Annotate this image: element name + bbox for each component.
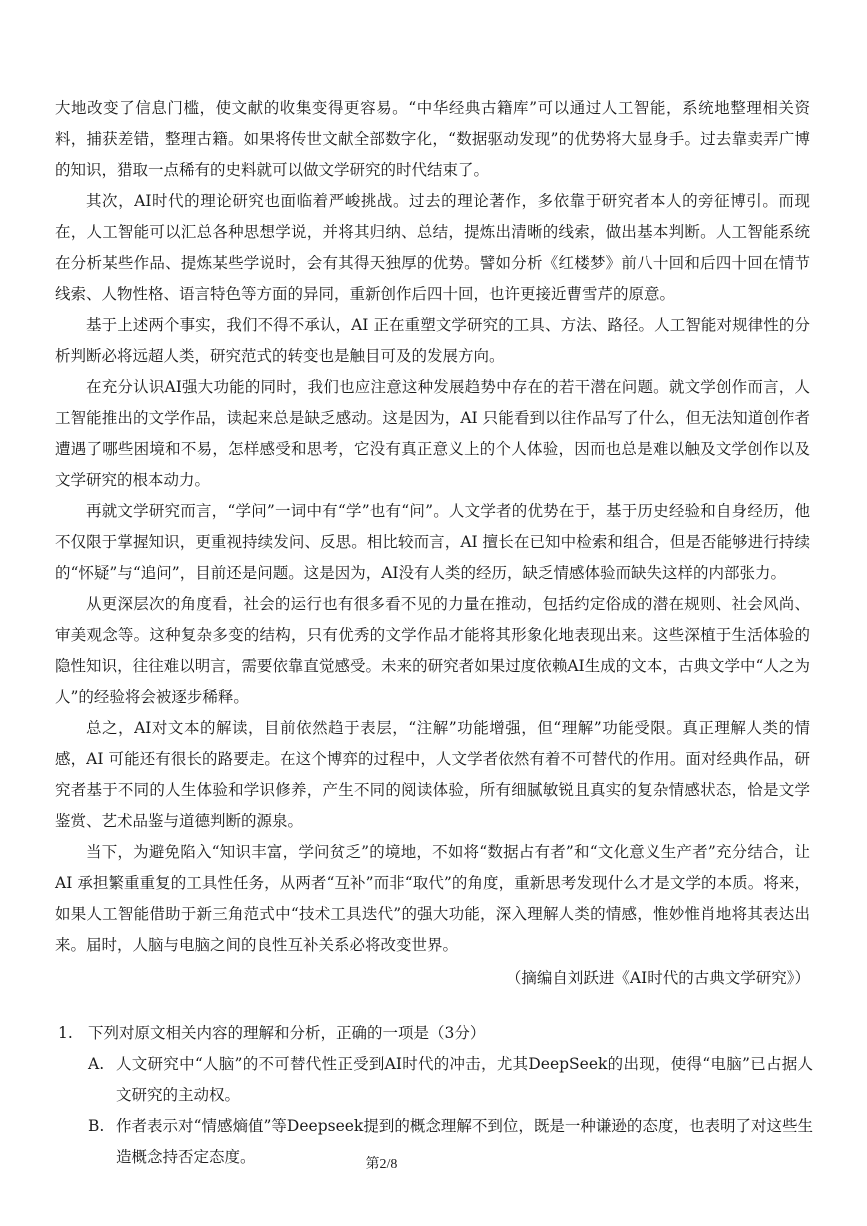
article-paragraph: 当下，为避免陷入“知识丰富，学问贫乏”的境地，不如将“数据占有者”和“文化意义生产者”充分结合，让 AI 承担繁重重复的工具性任务，从两者“互补”而非“取代”的角度，重新思考发现什么才是文学的本质。将来，如果人工智能借助于新三角范式中“技术工具迭代”的强大功能，深入理解人类的情感，惟妙惟肖地将其表达出来。届时，人脑与电脑之间的良性互补关系必将改变世界。 bbox=[55, 843, 810, 954]
question-block bbox=[58, 1018, 813, 1173]
article-paragraph: 其次，AI时代的理论研究也面临着严峻挑战。过去的理论著作，多依靠于研究者本人的旁征博引。而现在，人工智能可以汇总各种思想学说，并将其归纳、总结，提炼出清晰的线索，做出基本判断。人工智能系统在分析某些作品、提炼某些学说时，会有其得天独厚的优势。譬如分析《红楼梦》前八十回和后四十回在情节线索、人物性格、语言特色等方面的异同，重新创作后四十回，也许更接近曹雪芹的原意。 bbox=[55, 192, 810, 303]
article-paragraph: 总之，AI对文本的解读，目前依然趋于表层，“注解”功能增强，但“理解”功能受限。真正理解人类的情感，AI 可能还有很长的路要走。在这个博弈的过程中，人文学者依然有着不可替代的作用。面对经典作品，研究者基于不同的人生体验和学识修养，产生不同的阅读体验，所有细腻敏锐且真实的复杂情感状态，恰是文学鉴赏、艺术品鉴与道德判断的源泉。 bbox=[55, 719, 810, 830]
article-paragraph: 在充分认识AI强大功能的同时，我们也应注意这种发展趋势中存在的若干潜在问题。就文学创作而言，人工智能推出的文学作品，读起来总是缺乏感动。这是因为，AI 只能看到以往作品写了什么，但无法知道创作者遭遇了哪些困境和不易，怎样感受和思考，它没有真正意义上的个人体验，因而也总是难以触及文学创作以及文学研究的根本动力。 bbox=[55, 378, 810, 489]
question-text: 下列对原文相关内容的理解和分析，正确的一项是（3分） bbox=[88, 1024, 486, 1042]
option-letter: B. bbox=[88, 1117, 105, 1135]
article-paragraph-continued: 大地改变了信息门槛，使文献的收集变得更容易。“中华经典古籍库”可以通过人工智能，系统地整理相关资料，捕获差错，整理古籍。如果将传世文献全部数字化，“数据驱动发现”的优势将大显身手。过去靠卖弄广博的知识，猎取一点稀有的史料就可以做文学研究的时代结束了。 bbox=[55, 99, 810, 179]
option-text: 人文研究中“人脑”的不可替代性正受到AI时代的冲击，尤其DeepSeek的出现，使得“电脑”已占据人文研究的主动权。 bbox=[116, 1055, 813, 1104]
article-paragraph: 从更深层次的角度看，社会的运行也有很多看不见的力量在推动，包括约定俗成的潜在规则、社会风尚、审美观念等。这种复杂多变的结构，只有优秀的文学作品才能将其形象化地表现出来。这些深植于生活体验的隐性知识，往往难以明言，需要依靠直觉感受。未来的研究者如果过度依赖AI生成的文本，古典文学中“人之为人”的经验将会被逐步稀释。 bbox=[55, 595, 810, 706]
option-a bbox=[88, 1049, 813, 1111]
article-paragraph: 再就文学研究而言，“学问”一词中有“学”也有“问”。人文学者的优势在于，基于历史经验和自身经历，他不仅限于掌握知识，更重视持续发问、反思。相比较而言，AI 擅长在已知中检索和组合，但是否能够进行持续的“怀疑”与“追问”，目前还是问题。这是因为，AI没有人类的经历，缺乏情感体验而缺失这样的内部张力。 bbox=[55, 502, 810, 582]
question-stem bbox=[58, 1018, 813, 1049]
option-text: 作者表示对“情感熵值”等Deepseek提到的概念理解不到位，既是一种谦逊的态度，也表明了对这些生造概念持否定态度。 bbox=[116, 1117, 813, 1166]
article-paragraph: 基于上述两个事实，我们不得不承认，AI 正在重塑文学研究的工具、方法、路径。人工智能对规律性的分析判断必将远超人类，研究范式的转变也是触目可及的发展方向。 bbox=[55, 316, 810, 365]
page-number: 第2/8 bbox=[365, 1157, 398, 1172]
question-number: 1. bbox=[58, 1024, 73, 1042]
option-letter: A. bbox=[88, 1055, 105, 1073]
article-body bbox=[55, 93, 810, 994]
article-source: （摘编自刘跃进《AI时代的古典文学研究》） bbox=[505, 969, 810, 987]
